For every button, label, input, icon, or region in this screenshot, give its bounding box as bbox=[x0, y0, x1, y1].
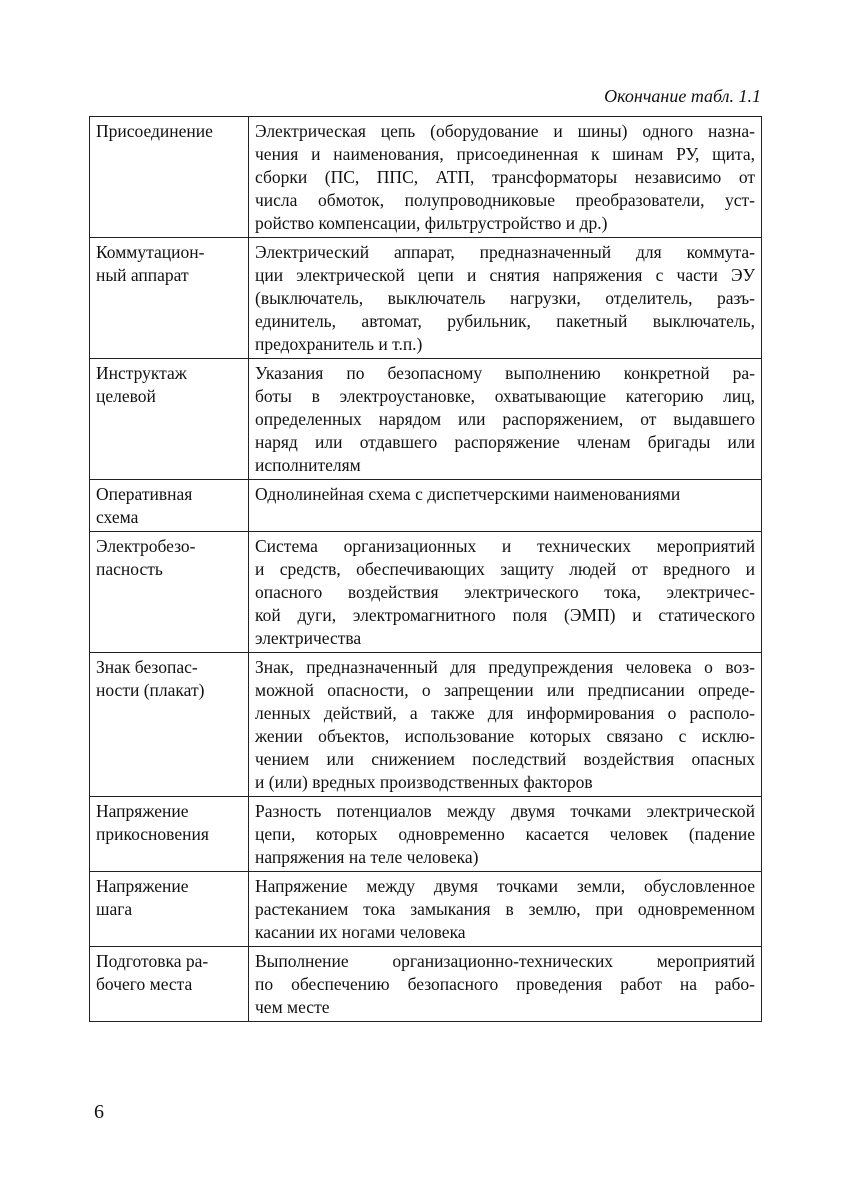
definition-line: исполнителям bbox=[255, 455, 361, 475]
table-body bbox=[90, 117, 762, 1022]
page-number: 6 bbox=[94, 1101, 104, 1123]
definition-line: Указания по безопасному выполнению конкретной ра- bbox=[255, 363, 755, 383]
definition-line: жении объектов, использование которых связано с исклю- bbox=[255, 726, 755, 746]
definition-line: ройство компенсации, фильтрустройство и др.) bbox=[255, 213, 608, 233]
definition-line: ции электрической цепи и снятия напряжения с части ЭУ bbox=[255, 265, 755, 285]
term-cell bbox=[90, 797, 249, 872]
definition-line: единитель, автомат, рубильник, пакетный выключатель, bbox=[255, 311, 755, 331]
table-row bbox=[90, 947, 762, 1022]
table-row bbox=[90, 117, 762, 238]
definition-line: сборки (ПС, ППС, АТП, трансформаторы независимо от bbox=[255, 167, 755, 187]
definition-line: электричества bbox=[255, 628, 362, 648]
definition-line: касании их ногами человека bbox=[255, 922, 466, 942]
table-row bbox=[90, 653, 762, 797]
definition-line: можной опасности, о запрещении или предписании опреде- bbox=[255, 680, 755, 700]
table-row bbox=[90, 480, 762, 532]
term-line: Электробезо- bbox=[96, 536, 196, 556]
term-line: Напряжение bbox=[96, 801, 189, 821]
table-row bbox=[90, 238, 762, 359]
term-line: бочего места bbox=[96, 974, 193, 994]
definition-line: наряд или отдавшего распоряжение членам бригады или bbox=[255, 432, 755, 452]
term-cell bbox=[90, 947, 249, 1022]
term-line: шага bbox=[96, 899, 133, 919]
term-line: целевой bbox=[96, 386, 156, 406]
definition-line: чением или снижением последствий воздействия опасных bbox=[255, 749, 755, 769]
definition-line: числа обмоток, полупроводниковые преобразователи, уст- bbox=[255, 190, 755, 210]
table-row bbox=[90, 797, 762, 872]
term-line: Присоединение bbox=[96, 121, 213, 141]
term-line: Инструктаж bbox=[96, 363, 187, 383]
definition-line: цепи, которых одновременно касается человек (падение bbox=[255, 824, 755, 844]
definition-cell bbox=[249, 359, 762, 480]
term-cell bbox=[90, 359, 249, 480]
term-line: Подготовка ра- bbox=[96, 951, 209, 971]
term-line: схема bbox=[96, 507, 139, 527]
term-line: прикосновения bbox=[96, 824, 209, 844]
definition-line: Система организационных и технических мероприятий bbox=[255, 536, 755, 556]
definition-cell bbox=[249, 117, 762, 238]
definition-line: и (или) вредных производственных факторов bbox=[255, 772, 593, 792]
table-row bbox=[90, 872, 762, 947]
definition-line: Напряжение между двумя точками земли, обусловленное bbox=[255, 876, 755, 896]
definition-cell bbox=[249, 947, 762, 1022]
definition-line: опасного воздействия электрического тока, электричес- bbox=[255, 582, 755, 602]
definition-cell bbox=[249, 872, 762, 947]
term-cell bbox=[90, 480, 249, 532]
term-line: Напряжение bbox=[96, 876, 189, 896]
definition-line: по обеспечению безопасного проведения работ на рабо- bbox=[255, 974, 755, 994]
definition-line: Разность потенциалов между двумя точками электрической bbox=[255, 801, 755, 821]
definition-cell bbox=[249, 653, 762, 797]
definition-line: чения и наименования, присоединенная к шинам РУ, щита, bbox=[255, 144, 755, 164]
definition-line: Знак, предназначенный для предупреждения человека о воз- bbox=[255, 657, 755, 677]
term-line: ный аппарат bbox=[96, 265, 189, 285]
definition-line: напряжения на теле человека) bbox=[255, 847, 479, 867]
definition-line: ленных действий, а также для информирования о располо- bbox=[255, 703, 755, 723]
definition-cell bbox=[249, 532, 762, 653]
table-caption: Окончание табл. 1.1 bbox=[604, 86, 761, 106]
definition-line: определенных нарядом или распоряжением, от выдавшего bbox=[255, 409, 755, 429]
term-cell bbox=[90, 238, 249, 359]
definition-line: боты в электроустановке, охватывающие категорию лиц, bbox=[255, 386, 755, 406]
definition-cell bbox=[249, 238, 762, 359]
terms-table bbox=[89, 116, 762, 1022]
term-line: Знак безопас- bbox=[96, 657, 198, 677]
definition-line: (выключатель, выключатель нагрузки, отделитель, разъ- bbox=[255, 288, 755, 308]
term-cell bbox=[90, 532, 249, 653]
term-line: пасность bbox=[96, 559, 163, 579]
definition-line: Выполнение организационно-технических мероприятий bbox=[255, 951, 755, 971]
term-line: Коммутацион- bbox=[96, 242, 205, 262]
definition-line: чем месте bbox=[255, 997, 330, 1017]
table-row bbox=[90, 532, 762, 653]
definition-cell bbox=[249, 797, 762, 872]
definition-line: Однолинейная схема с диспетчерскими наименованиями bbox=[255, 484, 681, 504]
term-line: ности (плакат) bbox=[96, 680, 205, 700]
definition-line: Электрический аппарат, предназначенный для коммута- bbox=[255, 242, 755, 262]
table-row bbox=[90, 359, 762, 480]
term-line: Оперативная bbox=[96, 484, 193, 504]
definition-line: предохранитель и т.п.) bbox=[255, 334, 423, 354]
definition-line: растеканием тока замыкания в землю, при одновременном bbox=[255, 899, 755, 919]
term-cell bbox=[90, 117, 249, 238]
term-cell bbox=[90, 872, 249, 947]
definition-line: Электрическая цепь (оборудование и шины) одного назна- bbox=[255, 121, 755, 141]
definition-cell bbox=[249, 480, 762, 532]
term-cell bbox=[90, 653, 249, 797]
definition-line: и средств, обеспечивающих защиту людей от вредного и bbox=[255, 559, 755, 579]
definition-line: кой дуги, электромагнитного поля (ЭМП) и статического bbox=[255, 605, 755, 625]
